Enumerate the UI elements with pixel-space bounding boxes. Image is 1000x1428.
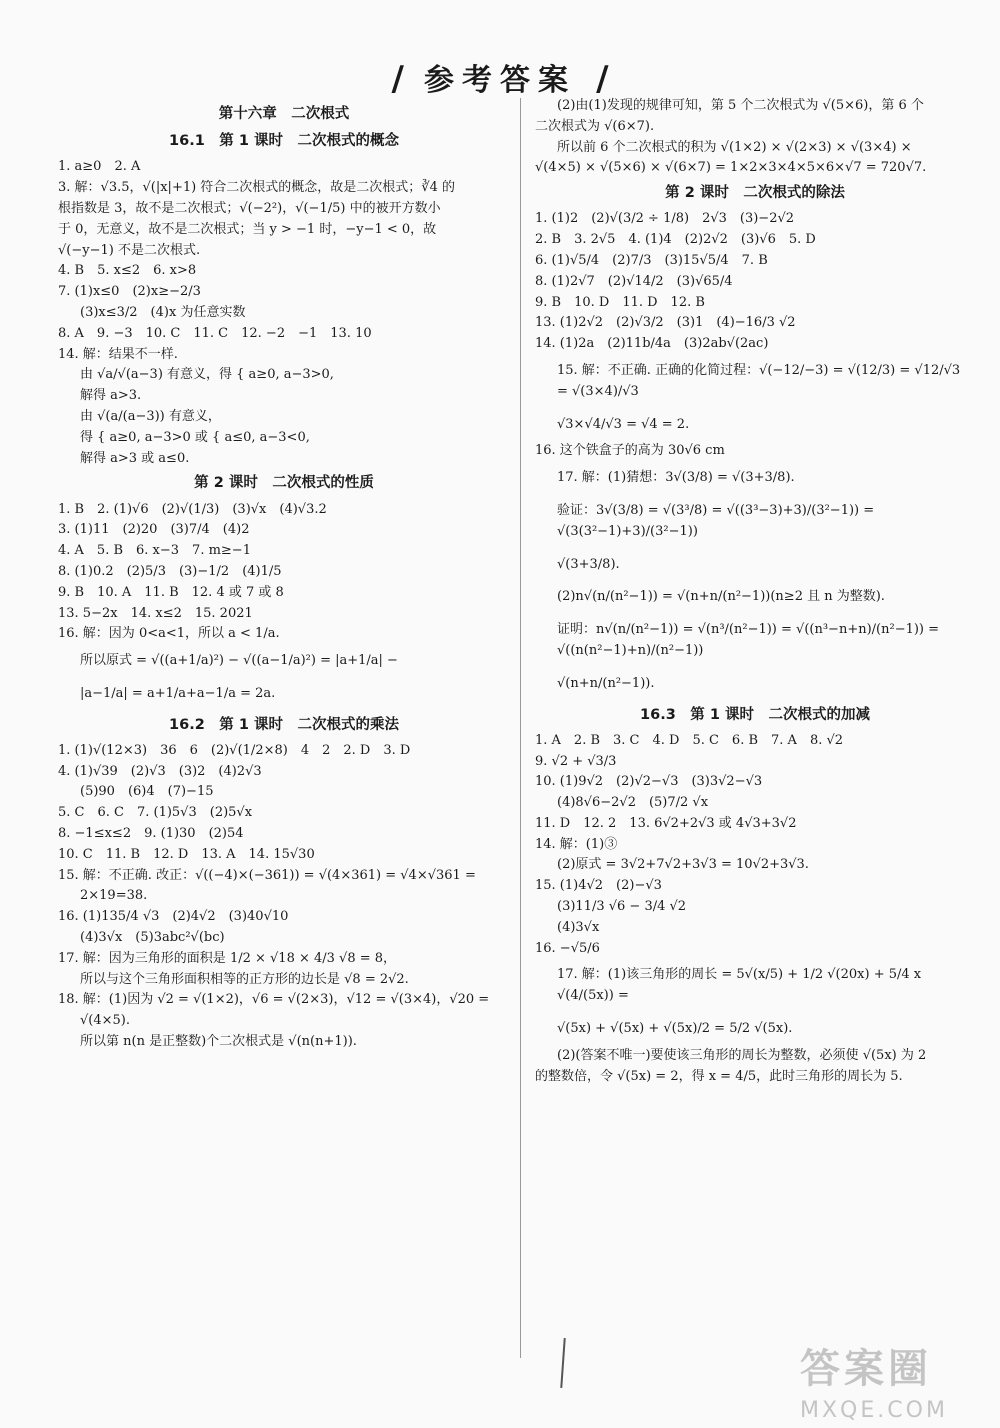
answer-line: 10. (1)9√2 (2)√2−√3 (3)3√2−√3 xyxy=(535,774,763,790)
watermark-url: MXQE.COM xyxy=(800,1398,948,1423)
answer-line: 9. B 10. A 11. B 12. 4 或 7 或 8 xyxy=(58,584,284,600)
answer-line: 2. B 3. 2√5 4. (1)4 (2)2√2 (3)√6 5. D xyxy=(535,232,816,248)
answer-line: 1. B 2. (1)√6 (2)√(1/3) (3)√x (4)√3.2 xyxy=(58,501,327,517)
answer-line: 15. (1)4√2 (2)−√3 xyxy=(535,878,662,894)
answer-line: (2)由(1)发现的规律可知，第 5 个二次根式为 √(5×6)，第 6 个 xyxy=(557,98,924,113)
section-heading: 第 2 课时 二次根式的性质 xyxy=(194,475,374,492)
column-divider xyxy=(520,98,521,1358)
answer-line: 根指数是 3，故不是二次根式；√(−2²)，√(−1/5) 中的被开方数小 xyxy=(58,200,441,216)
answer-line: 8. −1≤x≤2 9. (1)30 (2)54 xyxy=(58,826,244,842)
math-line: (2)n√(n/(n²−1)) = √(n+n/(n²−1))(n≥2 且 n 为整数). xyxy=(557,589,885,605)
answer-line: 3. 解：√3.5，√(|x|+1) 符合二次根式的概念，故是二次根式；∛4 的 xyxy=(58,180,455,196)
answer-line: 18. 解：(1)因为 √2 = √(1×2)，√6 = √(2×3)，√12 = √(3×4)，√20 = xyxy=(58,992,490,1008)
title-slash-right: / xyxy=(596,59,609,99)
answer-line: (3)11/3 √6 − 3/4 √2 xyxy=(557,899,687,915)
answer-line: 11. D 12. 2 13. 6√2+2√3 或 4√3+3√2 xyxy=(535,815,797,831)
answer-line: 14. 解：(1)③ xyxy=(535,836,618,852)
answer-line: 7. (1)x≤0 (2)x≥−2/3 xyxy=(58,284,201,300)
page-title: 参考答案 xyxy=(424,63,576,98)
answer-line: √(4×5) × √(5×6) × √(6×7) = 1×2×3×4×5×6×√7 = 720√7. xyxy=(535,160,927,176)
answer-line: √(4×5). xyxy=(80,1013,130,1029)
answer-line: 1. (1)2 (2)√(3/2 ÷ 1/8) 2√3 (3)−2√2 xyxy=(535,211,795,227)
answer-line: 于 0，无意义，故不是二次根式；当 y > −1 时，−y−1 < 0，故 xyxy=(58,221,437,237)
answer-line: 4. (1)√39 (2)√3 (3)2 (4)2√3 xyxy=(58,763,262,779)
answer-line: (4)3√x (5)3abc²√(bc) xyxy=(80,930,225,946)
answer-line: 17. 解：因为三角形的面积是 1/2 × √18 × 4/3 √8 = 8， xyxy=(58,950,397,966)
section-heading: 16.1 第 1 课时 二次根式的概念 xyxy=(169,133,399,150)
answer-line: 8. A 9. −3 10. C 11. C 12. −2 −1 13. 10 xyxy=(58,325,372,341)
answer-line: 16. 解：因为 0<a<1，所以 a < 1/a. xyxy=(58,626,280,642)
right-column xyxy=(535,96,975,1087)
answer-line: 2×19=38. xyxy=(80,888,148,904)
watermark-logo xyxy=(800,1337,980,1423)
section-heading: 第 2 课时 二次根式的除法 xyxy=(665,185,845,202)
math-line: √(3+3/8). xyxy=(557,556,620,572)
answer-line: 9. √2 + √3/3 xyxy=(535,753,617,769)
answer-line: (4)3√x xyxy=(557,919,600,935)
answer-line: 13. (1)2√2 (2)√3/2 (3)1 (4)−16/3 √2 xyxy=(535,315,796,331)
answer-line: 二次根式为 √(6×7). xyxy=(535,118,655,134)
math-line: 17. 解：(1)该三角形的周长 = 5√(x/5) + 1/2 √(20x) + 5/4 x √(4/(5x)) = xyxy=(557,967,926,1004)
answer-line: (3)x≤3/2 (4)x 为任意实数 xyxy=(80,304,246,320)
answer-line: 4. B 5. x≤2 6. x>8 xyxy=(58,263,197,279)
answer-line: 16. (1)135/4 √3 (2)4√2 (3)40√10 xyxy=(58,909,289,925)
math-line: √(5x) + √(5x) + √(5x)/2 = 5/2 √(5x). xyxy=(557,1021,793,1037)
answer-line: 5. C 6. C 7. (1)5√3 (2)5√x xyxy=(58,805,253,821)
title-slash-left: / xyxy=(391,59,404,99)
math-line: √(n+n/(n²−1)). xyxy=(557,675,655,691)
answer-line: 6. (1)√5/4 (2)7/3 (3)15√5/4 7. B xyxy=(535,252,768,268)
answer-line: 所以前 6 个二次根式的积为 √(1×2) × √(2×3) × √(3×4) × xyxy=(557,139,912,155)
left-column xyxy=(58,100,510,1053)
answer-line: 解得 a>3 或 a≤0. xyxy=(80,450,190,466)
answer-line: 8. (1)2√7 (2)√14/2 (3)√65/4 xyxy=(535,273,733,289)
answer-line: 1. a≥0 2. A xyxy=(58,159,141,175)
ink-stroke xyxy=(560,1338,565,1388)
section-heading: 16.2 第 1 课时 二次根式的乘法 xyxy=(169,716,399,733)
answer-line: 14. (1)2a (2)11b/4a (3)2ab√(2ac) xyxy=(535,336,769,352)
answer-line: (2)(答案不唯一)要使该三角形的周长为整数，必须使 √(5x) 为 2 xyxy=(557,1047,927,1063)
answer-line: 8. (1)0.2 (2)5/3 (3)−1/2 (4)1/5 xyxy=(58,563,282,579)
answer-line: 4. A 5. B 6. x−3 7. m≥−1 xyxy=(58,543,251,559)
math-line: 验证：3√(3/8) = √(3³/8) = √((3³−3)+3)/(3²−1)) = √(3(3²−1)+3)/(3²−1)) xyxy=(557,502,879,539)
answer-line: (2)原式 = 3√2+7√2+3√3 = 10√2+3√3. xyxy=(557,857,809,873)
section-heading: 16.3 第 1 课时 二次根式的加减 xyxy=(640,706,870,723)
answer-line: (4)8√6−2√2 (5)7/2 √x xyxy=(557,795,709,811)
answer-line: 由 √(a/(a−3)) 有意义， xyxy=(80,408,221,424)
answer-line: 9. B 10. D 11. D 12. B xyxy=(535,294,705,310)
answer-line: 10. C 11. B 12. D 13. A 14. 15√30 xyxy=(58,846,315,862)
answer-line: 1. (1)√(12×3) 36 6 (2)√(1/2×8) 4 2 2. D 3. D xyxy=(58,742,411,758)
math-line: 所以原式 = √((a+1/a)²) − √((a−1/a)²) = |a+1/a| − xyxy=(80,653,398,669)
answer-line: 14. 解：结果不一样. xyxy=(58,346,178,362)
answer-line: 得 { a≥0, a−3>0 或 { a≤0, a−3<0, xyxy=(80,429,310,445)
answer-line: 所以第 n(n 是正整数)个二次根式是 √(n(n+1)). xyxy=(80,1034,357,1050)
answer-line: 解得 a>3. xyxy=(80,388,142,404)
answer-line: 15. 解：不正确. 改正：√((−4)×(−361)) = √(4×361) = √4×√361 = xyxy=(58,867,476,883)
math-line: 15. 解：不正确. 正确的化简过程：√(−12/−3) = √(12/3) = √12/√3 = √(3×4)/√3 xyxy=(557,362,965,399)
math-line: √3×√4/√3 = √4 = 2. xyxy=(557,416,690,432)
watermark-main: 答案圈 xyxy=(800,1346,932,1392)
math-line: 证明：n√(n/(n²−1)) = √(n³/(n²−1)) = √((n³−n+n)/(n²−1)) = √((n(n²−1)+n)/(n²−1)) xyxy=(557,622,944,658)
math-line: |a−1/a| = a+1/a+a−1/a = 2a. xyxy=(80,685,276,701)
answer-line: 1. A 2. B 3. C 4. D 5. C 6. B 7. A 8. √2 xyxy=(535,732,844,748)
answer-line: (5)90 (6)4 (7)−15 xyxy=(80,784,214,800)
section-heading: 第十六章 二次根式 xyxy=(218,106,350,122)
answer-line: 13. 5−2x 14. x≤2 15. 2021 xyxy=(58,605,253,621)
answer-line: 16. −√5/6 xyxy=(535,940,600,956)
math-line: 17. 解：(1)猜想：3√(3/8) = √(3+3/8). xyxy=(557,470,795,486)
answer-line: 3. (1)11 (2)20 (3)7/4 (4)2 xyxy=(58,522,250,538)
answer-line: 16. 这个铁盒子的高为 30√6 cm xyxy=(535,443,725,459)
answer-line: 所以与这个三角形面积相等的正方形的边长是 √8 = 2√2. xyxy=(80,971,409,987)
answer-line: 由 √a/√(a−3) 有意义，得 { a≥0, a−3>0, xyxy=(80,367,334,383)
answer-line: √(−y−1) 不是二次根式. xyxy=(58,242,201,258)
answer-line: 的整数倍，令 √(5x) = 2，得 x = 4/5，此时三角形的周长为 5. xyxy=(535,1068,903,1084)
